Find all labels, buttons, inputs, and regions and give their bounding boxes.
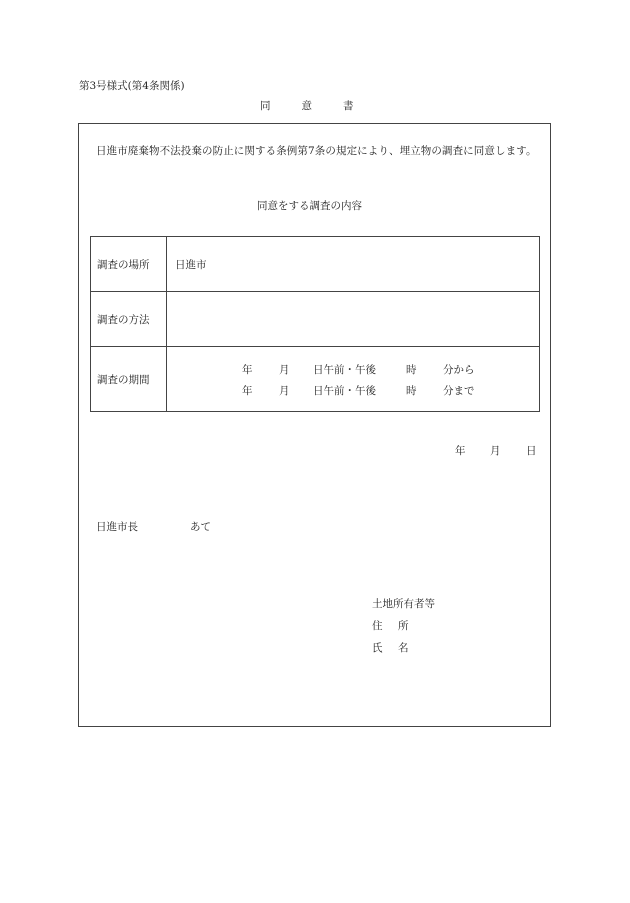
document-title [260, 101, 354, 112]
address-label-2: 所 [398, 620, 409, 632]
date-month: 月 [490, 445, 501, 457]
date-day: 日 [526, 445, 537, 457]
form-number: 第3号様式(第4条関係) [79, 80, 185, 92]
addressee-suffix: あて [190, 521, 211, 533]
address-row [372, 621, 409, 632]
method-label: 調査の方法 [91, 292, 167, 347]
period-start-hour: 時 [406, 364, 417, 376]
name-row [372, 643, 409, 654]
survey-table [90, 236, 540, 412]
period-end-day: 日午前・午後 [313, 385, 376, 397]
place-label: 調査の場所 [91, 237, 167, 292]
name-label-1: 氏 [372, 642, 383, 654]
date-year: 年 [455, 445, 466, 457]
table-row-period [91, 347, 540, 412]
form-frame [78, 123, 551, 727]
period-start-month: 月 [279, 364, 290, 376]
table-row-method [91, 292, 540, 347]
section-heading: 同意をする調査の内容 [257, 200, 362, 212]
address-label-1: 住 [372, 620, 383, 632]
period-value[interactable] [167, 347, 540, 412]
period-end-minute: 分まで [443, 385, 475, 397]
consent-statement: 日進市廃棄物不法投棄の防止に関する条例第7条の規定により、埋立物の調査に同意します。 [96, 145, 537, 157]
method-value[interactable] [167, 292, 540, 347]
title-char-2: 意 [301, 100, 312, 112]
addressee: 日進市長 [96, 521, 138, 533]
title-char-1: 同 [260, 100, 271, 112]
period-start-minute: 分から [443, 364, 475, 376]
period-start-day: 日午前・午後 [313, 364, 376, 376]
period-start-year: 年 [242, 364, 253, 376]
name-label-2: 名 [398, 642, 409, 654]
period-end-year: 年 [242, 385, 253, 397]
period-end-month: 月 [279, 385, 290, 397]
place-value[interactable]: 日進市 [167, 237, 540, 292]
title-char-3: 書 [343, 100, 354, 112]
period-label: 調査の期間 [91, 347, 167, 412]
period-start-line [167, 358, 539, 379]
table-row-place [91, 237, 540, 292]
owner-label: 土地所有者等 [372, 598, 435, 610]
period-end-hour: 時 [406, 385, 417, 397]
period-end-line [167, 379, 539, 400]
